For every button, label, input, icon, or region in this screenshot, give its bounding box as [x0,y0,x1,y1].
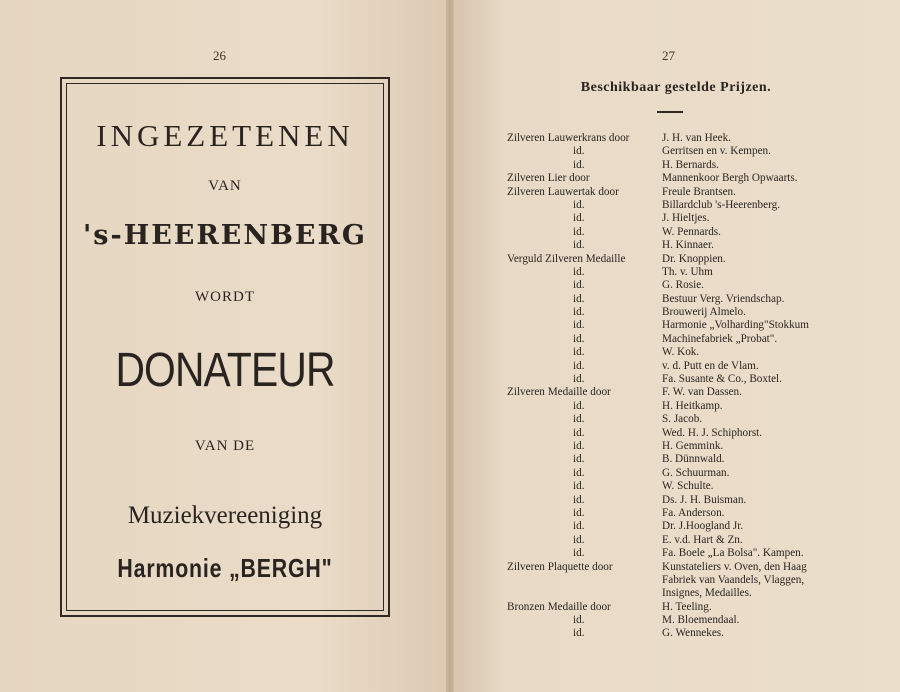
prize-name: id. [573,145,585,158]
prize-row [507,226,897,239]
prize-donor: Fa. Boele „La Bolsa". Kampen. [662,547,804,560]
prize-donor: Machinefabriek „Probat". [662,332,778,345]
prize-donor: Ds. J. H. Buisman. [662,493,747,506]
page-number-left: 26 [213,48,226,63]
prize-row [507,132,897,145]
prize-donor: S. Jacob. [662,413,703,426]
prize-row [507,627,897,640]
prize-name: id. [573,359,585,372]
prize-donor: Bestuur Verg. Vriendschap. [662,292,785,305]
prize-name: id. [573,506,585,519]
prize-donor: Dr. J.Hoogland Jr. [662,520,744,533]
announcement-line-van-de: VAN DE [194,438,256,454]
prize-row [507,520,897,533]
prize-donor: Mannenkoor Bergh Opwaarts. [662,172,798,185]
prize-name: id. [573,399,585,412]
prize-name: Verguld Zilveren Medaille [507,252,626,265]
prize-row [507,547,897,560]
heading-rule [657,111,683,113]
prize-name: id. [573,373,585,386]
prize-name: id. [573,533,585,546]
prize-donor: Fa. Anderson. [662,506,725,519]
prize-row [507,239,897,252]
prize-row [507,346,897,359]
prize-name: Zilveren Lauwerkrans door [507,132,630,144]
prize-donor: Billardclub 's-Heerenberg. [662,198,780,211]
prize-name: id. [573,279,585,292]
announcement-line-van: VAN [208,178,242,194]
prize-donor: Wed. H. J. Schiphorst. [662,426,763,439]
prize-name: id. [573,158,585,171]
prize-name: id. [573,225,585,238]
prize-name: id. [573,627,585,640]
prize-donor: J. Hieltjes. [662,212,710,225]
prize-name: id. [573,614,585,627]
prize-row [507,159,897,172]
prizes-list [507,132,897,641]
prize-donor: Harmonie „Volharding"Stokkum [662,319,809,332]
announcement-line-muziekvereeniging: Muziekvereeniging [127,502,323,529]
prize-name: id. [573,520,585,533]
prize-row [507,386,897,399]
prize-row [507,400,897,413]
prize-donor: Dr. Knoppien. [662,252,726,265]
prize-donor: H. Kinnaer. [662,239,714,252]
prize-donor: Fabriek van Vaandels, Vlaggen, [662,573,805,586]
prize-row [507,614,897,627]
prize-donor: Kunstateliers v. Oven, den Haag [662,560,807,573]
prize-name: id. [573,547,585,560]
prize-donor: M. Bloemendaal. [662,614,740,627]
prize-donor: Brouwerij Almelo. [662,306,746,319]
prize-donor: H. Heitkamp. [662,399,723,412]
prize-donor: Fa. Susante & Co., Boxtel. [662,373,782,386]
prize-row [507,480,897,493]
prize-donor: G. Schuurman. [662,466,730,479]
prize-name: id. [573,212,585,225]
prize-row [507,306,897,319]
prize-row [507,319,897,332]
prize-donor: v. d. Putt en de Vlam. [662,359,759,372]
prize-row [507,453,897,466]
prize-row [507,186,897,199]
prize-donor: W. Kok. [662,346,700,359]
prize-row [507,212,897,225]
book-gutter [446,0,454,692]
prize-row [507,534,897,547]
announcement-line-heerenberg: 's-HEERENBERG [83,220,367,251]
prize-name: id. [573,265,585,278]
prize-donor: H. Gemmink. [662,439,724,452]
prize-name: id. [573,466,585,479]
prize-name: id. [573,453,585,466]
prize-donor: B. Dünnwald. [662,453,725,466]
prize-donor: H. Bernards. [662,158,719,171]
prize-name: id. [573,319,585,332]
prize-donor: H. Teeling. [662,600,712,613]
prize-donor: W. Pennards. [662,225,721,238]
prize-row [507,601,897,614]
prize-row [507,172,897,185]
prize-row [507,145,897,158]
prize-name: Zilveren Lauwertak door [507,185,619,198]
prize-name: id. [573,306,585,319]
prize-donor: Freule Brantsen. [662,185,736,198]
announcement-frame [60,77,390,617]
prize-name: id. [573,426,585,439]
prize-name: id. [573,346,585,359]
prize-name: id. [573,439,585,452]
prize-row [507,587,897,600]
prize-row [507,440,897,453]
prize-row [507,279,897,292]
prize-donor: G. Wennekes. [662,627,724,640]
prize-donor: E. v.d. Hart & Zn. [662,533,743,546]
prize-donor: J. H. van Heek. [662,132,731,144]
prize-row [507,253,897,266]
prize-name: Zilveren Lier door [507,172,590,185]
prize-name: id. [573,239,585,252]
prize-row [507,360,897,373]
prize-donor: Th. v. Uhm [662,265,713,278]
prize-name: id. [573,493,585,506]
prize-name: id. [573,413,585,426]
prize-row [507,266,897,279]
prize-row [507,373,897,386]
prize-donor: W. Schulte. [662,480,714,493]
prize-donor: G. Rosie. [662,279,704,292]
prize-name: Bronzen Medaille door [507,600,611,613]
prize-row [507,427,897,440]
announcement-line-ingezetenen: INGEZETENEN [96,118,354,153]
prize-name: Zilveren Plaquette door [507,560,613,573]
prizes-heading: Beschikbaar gestelde Prijzen. [580,80,772,95]
prize-row [507,574,897,587]
announcement-line-donateur: DONATEUR [115,344,335,397]
prize-row [507,507,897,520]
prize-name: Zilveren Medaille door [507,386,611,399]
prize-donor: F. W. van Dassen. [662,386,742,399]
announcement-inner-frame [66,83,384,611]
prize-row [507,467,897,480]
page-number-right: 27 [662,48,675,63]
prize-row [507,494,897,507]
prize-name: id. [573,332,585,345]
prize-row [507,293,897,306]
announcement-line-harmonie-bergh: Harmonie „BERGH" [117,553,333,583]
prize-donor: Gerritsen en v. Kempen. [662,145,771,158]
announcement-line-wordt: WORDT [195,289,255,305]
prize-name: id. [573,292,585,305]
prize-donor: Insignes, Medailles. [662,587,752,600]
prize-name: id. [573,198,585,211]
prize-row [507,561,897,574]
prize-name: id. [573,480,585,493]
prize-row [507,413,897,426]
prize-row [507,333,897,346]
prize-row [507,199,897,212]
